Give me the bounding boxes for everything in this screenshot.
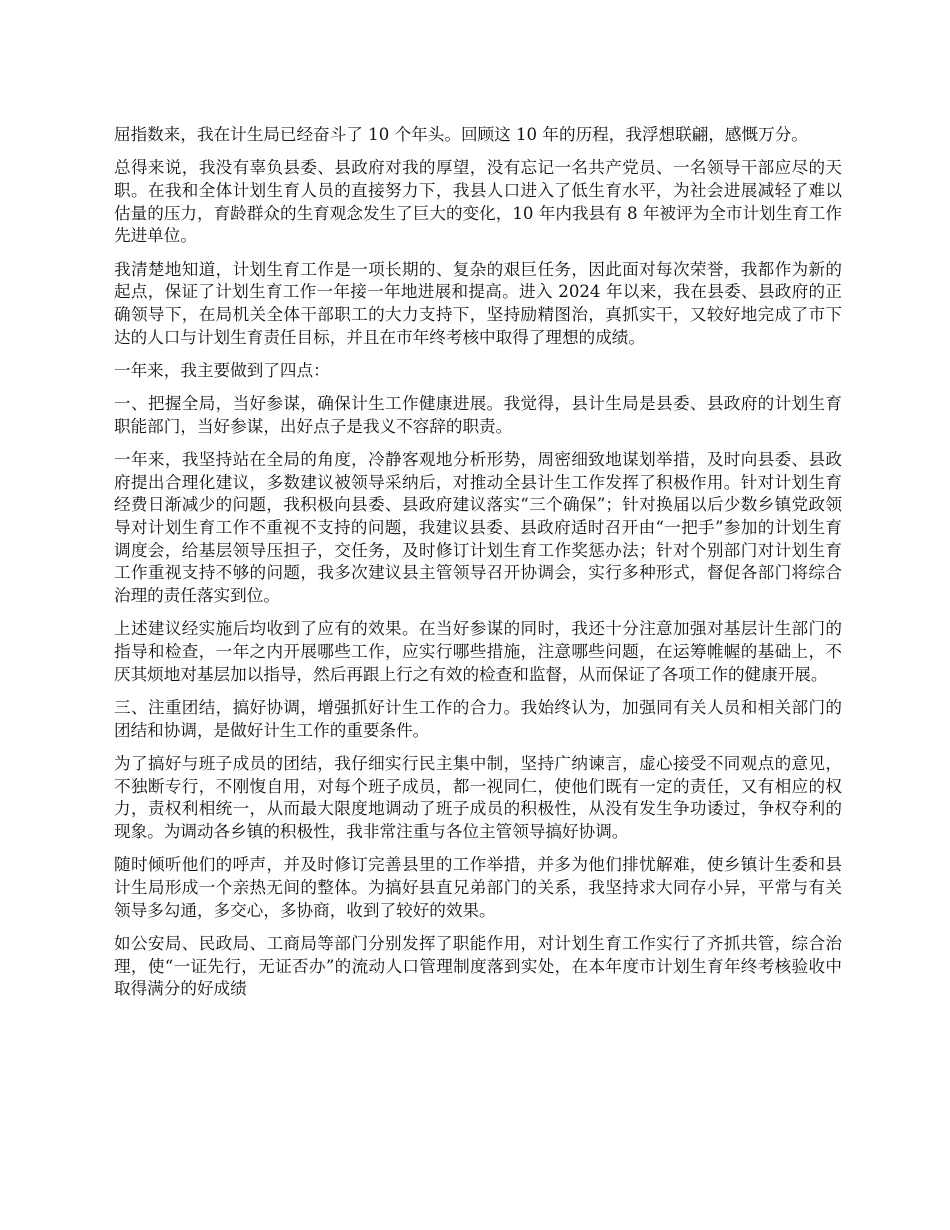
paragraph-3: 我清楚地知道，计划生育工作是一项长期的、复杂的艰巨任务，因此面对每次荣誉，我都作为新的起点，保证了计划生育工作一年接一年地进展和提高。进入 2024 年以来，我在县委、县政府的正确领导下，在局机关全体干部职工的大力支持下，坚持励精图治，真抓实干，又较好地完成了市下达的人口与计划生育责任目标，并且在市年终考核中取得了理想的成绩。 <box>114 259 842 347</box>
paragraph-8: 三、注重团结，搞好协调，增强抓好计生工作的合力。我始终认为，加强同有关人员和相关部门的团结和协调，是做好计生工作的重要条件。 <box>114 697 842 740</box>
paragraph-5: 一、把握全局，当好参谋，确保计生工作健康进展。我觉得，县计生局是县委、县政府的计划生育职能部门，当好参谋，出好点子是我义不容辞的职责。 <box>114 394 842 436</box>
paragraph-11: 如公安局、民政局、工商局等部门分别发挥了职能作用，对计划生育工作实行了齐抓共管，综合治理，使“一证先行，无证否办”的流动人口管理制度落到实处，在本年度市计划生育年终考核验收中取得满分的好成绩 <box>114 933 842 999</box>
paragraph-4: 一年来，我主要做到了四点： <box>114 360 330 380</box>
paragraph-1: 屈指数来，我在计生局已经奋斗了 10 个年头。回顾这 10 年的历程，我浮想联翩，感慨万分。 <box>114 125 808 144</box>
paragraph-2: 总得来说，我没有辜负县委、县政府对我的厚望，没有忘记一名共产党员、一名领导干部应尽的天职。在我和全体计划生育人员的直接努力下，我县人口进入了低生育水平，为社会进展减轻了难以估量的压力，育龄群众的生育观念发生了巨大的变化，10 年内我县有 8 年被评为全市计划生育工作先进单位。 <box>114 158 842 246</box>
paragraph-7: 上述建议经实施后均收到了应有的效果。在当好参谋的同时，我还十分注意加强对基层计生部门的指导和检查，一年之内开展哪些工作，应实行哪些措施，注意哪些问题，在运筹帷幄的基础上，不厌其烦地对基层加以指导，然后再跟上行之有效的检查和监督，从而保证了各项工作的健康开展。 <box>114 619 842 684</box>
document-body <box>114 124 842 1011</box>
paragraph-10: 随时倾听他们的呼声，并及时修订完善县里的工作举措，并多为他们排忧解难，使乡镇计生委和县计生局形成一个亲热无间的整体。为搞好县直兄弟部门的关系，我坚持求大同存小异，平常与有关领导多勾通，多交心，多协商，收到了较好的效果。 <box>114 855 842 920</box>
paragraph-9: 为了搞好与班子成员的团结，我仔细实行民主集中制，坚持广纳谏言，虚心接受不同观点的意见，不独断专行，不刚愎自用，对每个班子成员，都一视同仁，使他们既有一定的责任，又有相应的权力，责权利相统一，从而最大限度地调动了班子成员的积极性，从没有发生争功诿过，争权夺利的现象。为调动各乡镇的积极性，我非常注重与各位主管领导搞好协调。 <box>114 753 842 841</box>
paragraph-6: 一年来，我坚持站在全局的角度，冷静客观地分析形势，周密细致地谋划举措，及时向县委、县政府提出合理化建议，多数建议被领导采纳后，对推动全县计生工作发挥了积极作用。针对计划生育经费日渐减少的问题，我积极向县委、县政府建议落实“三个确保”；针对换届以后少数乡镇党政领导对计划生育工作不重视不支持的问题，我建议县委、县政府适时召开由“一把手”参加的计划生育调度会，给基层领导压担子，交任务，及时修订计划生育工作奖惩办法；针对个别部门对计划生育工作重视支持不够的问题，我多次建议县主管领导召开协调会，实行多种形式，督促各部门将综合治理的责任落实到位。 <box>114 449 842 606</box>
